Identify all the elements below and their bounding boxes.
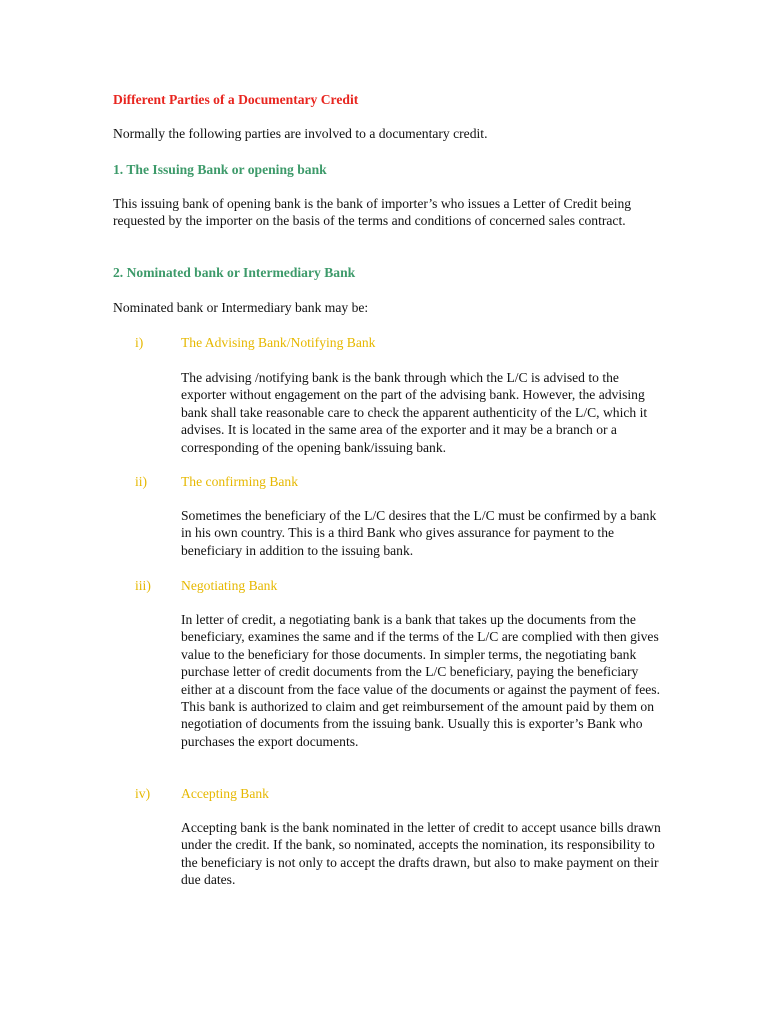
subitem-title-confirming-bank: The confirming Bank — [181, 474, 299, 489]
subitem-number: i) — [135, 335, 144, 350]
subitem-number: iii) — [135, 578, 151, 593]
subitem-number: iv) — [135, 786, 151, 801]
section-heading-issuing-bank: 1. The Issuing Bank or opening bank — [113, 162, 327, 177]
document-title: Different Parties of a Documentary Credit — [113, 92, 359, 107]
subitem-number: ii) — [135, 474, 148, 489]
advising-bank-paragraph: The advising /notifying bank is the bank through which the L/C is advised to the exporter without engagement on the part of the advising bank. However, the advising bank shall take reasonable care to check the apparent authenticity of the L/C, which it advises. It is located in the same area of the exporter and it may be a branch or a corresponding of the opening bank/issuing bank. — [181, 370, 648, 455]
confirming-bank-paragraph: Sometimes the beneficiary of the L/C desires that the L/C must be confirmed by a bank in his own country. This is a third Bank who gives assurance for payment to the beneficiary in addition to the issuing bank. — [181, 508, 657, 558]
nominated-bank-paragraph: Nominated bank or Intermediary bank may be: — [113, 300, 369, 315]
subitem-title-advising-bank: The Advising Bank/Notifying Bank — [181, 335, 376, 350]
negotiating-bank-paragraph: In letter of credit, a negotiating bank is a bank that takes up the documents from the beneficiary, examines the same and if the terms of the L/C are complied with then gives value to the beneficiary for those documents. In simpler terms, the negotiating bank purchase letter of credit documents from the L/C beneficiary, paying the beneficiary either at a discount from the face value of the documents or against the payment of fees. This bank is authorized to claim and get reimbursement of the amount paid by them on negotiation of documents from the issuing bank. Usually this is exporter’s Bank who purchases the export documents. — [181, 612, 661, 749]
intro-paragraph: Normally the following parties are involved to a documentary credit. — [113, 126, 488, 141]
subitem-title-negotiating-bank: Negotiating Bank — [181, 578, 278, 593]
section-heading-nominated-bank: 2. Nominated bank or Intermediary Bank — [113, 265, 356, 280]
accepting-bank-paragraph: Accepting bank is the bank nominated in the letter of credit to accept usance bills drawn under the credit. If the bank, so nominated, accepts the nomination, its responsibility to the beneficiary is not only to accept the drafts drawn, but also to make payment on their due dates. — [181, 820, 661, 888]
subitem-title-accepting-bank: Accepting Bank — [181, 786, 269, 801]
issuing-bank-paragraph: This issuing bank of opening bank is the bank of importer’s who issues a Letter of Credit being requested by the importer on the basis of the terms and conditions of concerned sales contract. — [113, 196, 632, 229]
